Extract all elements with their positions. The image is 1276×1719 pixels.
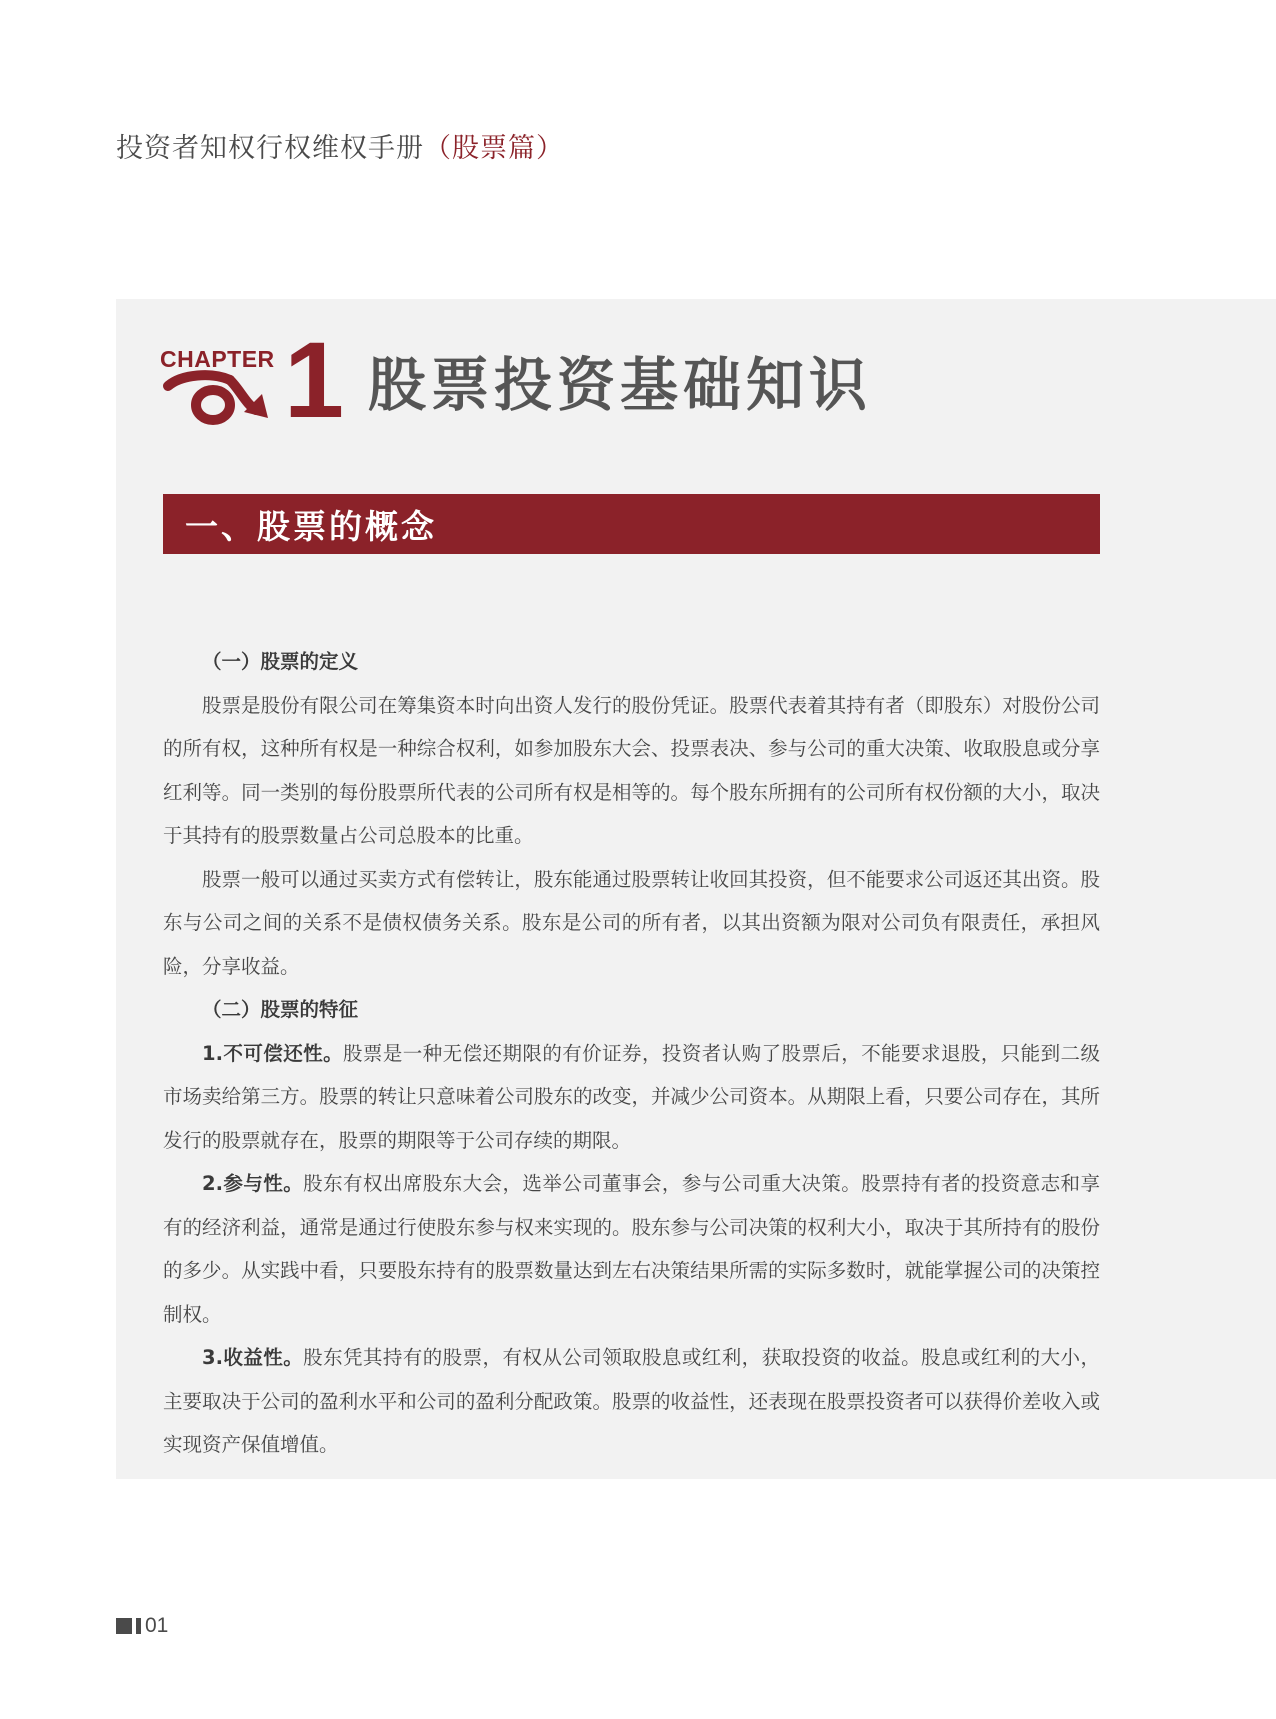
page-number: 01 (145, 1614, 169, 1637)
feature-2-text: 股东有权出席股东大会，选举公司董事会，参与公司重大决策。股票持有者的投资意志和享有的经济利益，通常是通过行使股东参与权来实现的。股东参与公司决策的权利大小，取决于其所持有的股份的多少。从实践中看，只要股东持有的股票数量达到左右决策结果所需的实际多数时，就能掌握公司的决策控制权。 (163, 1172, 1100, 1326)
header-subtitle: （股票篇） (424, 133, 564, 164)
feature-1-text: 股票是一种无偿还期限的有价证券，投资者认购了股票后，不能要求退股，只能到二级市场卖给第三方。股票的转让只意味着公司股东的改变，并减少公司资本。从期限上看，只要公司存在，其所发行的股票就存在，股票的期限等于公司存续的期限。 (163, 1041, 1100, 1152)
paragraph-definition-1: 股票是股份有限公司在筹集资本时向出资人发行的股份凭证。股票代表着其持有者（即股东）对股份公司的所有权，这种所有权是一种综合权利，如参加股东大会、投票表决、参与公司的重大决策、收取股息或分享红利等。同一类别的每份股票所代表的公司所有权是相等的。每个股东所拥有的公司所有权份额的大小，取决于其持有的股票数量占公司总股本的比重。 (163, 693, 1100, 847)
feature-3-label: 3.收益性。 (202, 1346, 304, 1369)
footer-bar-icon (136, 1618, 141, 1634)
section-title: 一、股票的概念 (185, 506, 437, 546)
paragraph-feature-2 (163, 1162, 1100, 1336)
chapter-title: 股票投资基础知识 (368, 351, 873, 419)
running-header (116, 126, 564, 165)
subsection-title-features: （二）股票的特征 (202, 998, 359, 1021)
feature-3-text: 股东凭其持有的股票，有权从公司领取股息或红利，获取投资的收益。股息或红利的大小，主要取决于公司的盈利水平和公司的盈利分配政策。股票的收益性，还表现在股票投资者可以获得价差收入或实现资产保值增值。 (163, 1346, 1100, 1456)
feature-2-label: 2.参与性。 (202, 1172, 304, 1195)
body-text (163, 640, 1100, 1467)
paragraph-feature-1 (163, 1032, 1100, 1163)
chapter-word: CHAPTER (160, 346, 275, 372)
paragraph-definition-2: 股票一般可以通过买卖方式有偿转让，股东能通过股票转让收回其投资，但不能要求公司返还其出资。股东与公司之间的关系不是债权债务关系。股东是公司的所有者，以其出资额为限对公司负有限责任，承担风险，分享收益。 (163, 867, 1100, 978)
paragraph-feature-3 (163, 1336, 1100, 1467)
section-heading-bar (163, 494, 1100, 554)
chapter-number: 1 (284, 319, 345, 440)
feature-1-label: 1.不可偿还性。 (202, 1041, 343, 1065)
page-footer (116, 1614, 168, 1638)
footer-square-icon (116, 1618, 132, 1634)
header-title: 投资者知权行权维权手册 (116, 133, 424, 164)
subsection-title-definition: （一）股票的定义 (202, 650, 359, 673)
